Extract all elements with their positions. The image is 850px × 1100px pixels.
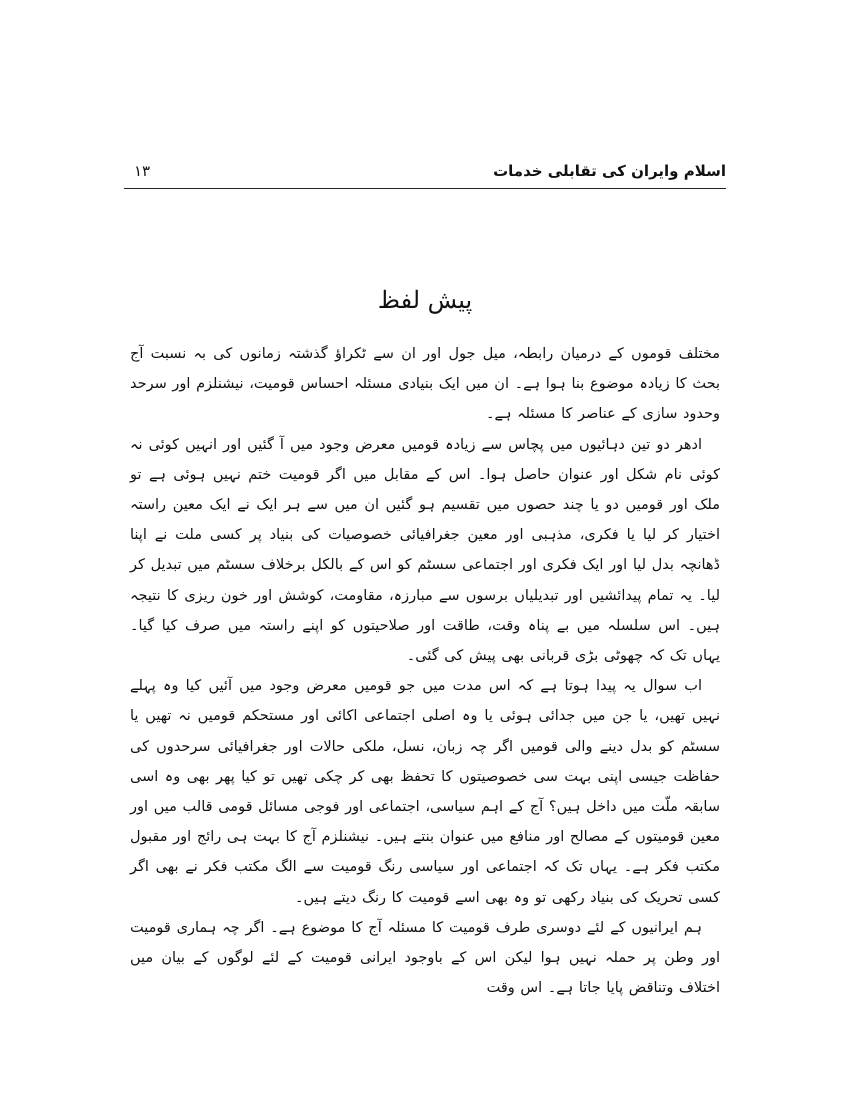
paragraph-3: اب سوال یہ پیدا ہوتا ہے کہ اس مدت میں جو قومیں معرض وجود میں آئیں کیا وہ پہلے نہیں تھیں، یا جن میں جدائی ہوئی یا وہ اصلی اجتماعی اکائی اور مستحکم قومیں نہ تھیں یا سسٹم کو بدل دینے والی قومیں اگر چہ زبان، نسل، ملکی حالات اور جغرافیائی سرحدوں کی حفاظت جیسی اپنی بہت سی خصوصیتوں کا تحفظ بھی کر چکی تھیں تو کیا پھر بھی وہ اسی سابقہ ملّت میں داخل ہیں؟ آج کے اہم سیاسی، اجتماعی اور فوجی مسائل قومی قالب میں اور معین قومیتوں کے مصالح اور منافع میں عنوان بنتے ہیں۔ نیشنلزم آج کا بہت ہی رائج اور مقبول مکتب فکر ہے۔ یہاں تک کہ اجتماعی اور سیاسی رنگ قومیت سے الگ مکتب فکر نے بھی اگر کسی تحریک کی بنیاد رکھی تو وہ بھی اسے قومیت کا رنگ دیتے ہیں۔ [130, 678, 720, 906]
running-header [124, 160, 726, 186]
paragraph-1: مختلف قوموں کے درمیان رابطہ، میل جول اور ان سے ٹکراؤ گذشتہ زمانوں کی بہ نسبت آج بحث کا زیادہ موضوع بنا ہوا ہے۔ ان میں ایک بنیادی مسئلہ احساس قومیت، نیشنلزم اور سرحد وحدود سازی کے عناصر کا مسئلہ ہے۔ [130, 346, 720, 423]
header-title: اسلام وایران کی تقابلی خدمات [493, 162, 726, 180]
paragraph-4: ہم ایرانیوں کے لئے دوسری طرف قومیت کا مسئلہ آج کا موضوع ہے۔ اگر چہ ہماری قومیت اور وطن پر حملہ نہیں ہوا لیکن اس کے باوجود ایرانی قومیت کے لئے لوگوں کے بیان میں اختلاف وتناقض پایا جاتا ہے۔ اس وقت [130, 919, 720, 997]
section-title: پیش لفظ [377, 286, 473, 314]
page-number: ۱۳ [134, 162, 151, 180]
body-text [130, 339, 720, 1003]
header-rule [124, 188, 726, 189]
paragraph-2: ادھر دو تین دہائیوں میں پچاس سے زیادہ قومیں معرض وجود میں آ گئیں اور انہیں کوئی نہ کوئی نام شکل اور عنوان حاصل ہوا۔ اس کے مقابل میں اگر قومیت ختم نہیں ہوئی ہے تو ملک اور قومیں دو یا چند حصوں میں تقسیم ہو گئیں ان میں سے ہر ایک نے ایک معین راستہ اختیار کر لیا یا فکری، مذہبی اور معین جغرافیائی خصوصیات کی بنیاد پر کسی ملت نے اپنا ڈھانچہ بدل لیا اور ایک فکری اور اجتماعی سسٹم کو اس کے بالکل برخلاف سسٹم میں تبدیل کر لیا۔ یہ تمام پیدائشیں اور تبدیلیاں برسوں سے مبارزہ، مقاومت، کوشش اور خون ریزی کا نتیجہ ہیں۔ اس سلسلہ میں بے پناہ وقت، طاقت اور صلاحیتوں کو اپنے راستہ میں صرف کیا گیا۔ یہاں تک کہ چھوٹی بڑی قربانی بھی پیش کی گئی۔ [130, 436, 720, 665]
